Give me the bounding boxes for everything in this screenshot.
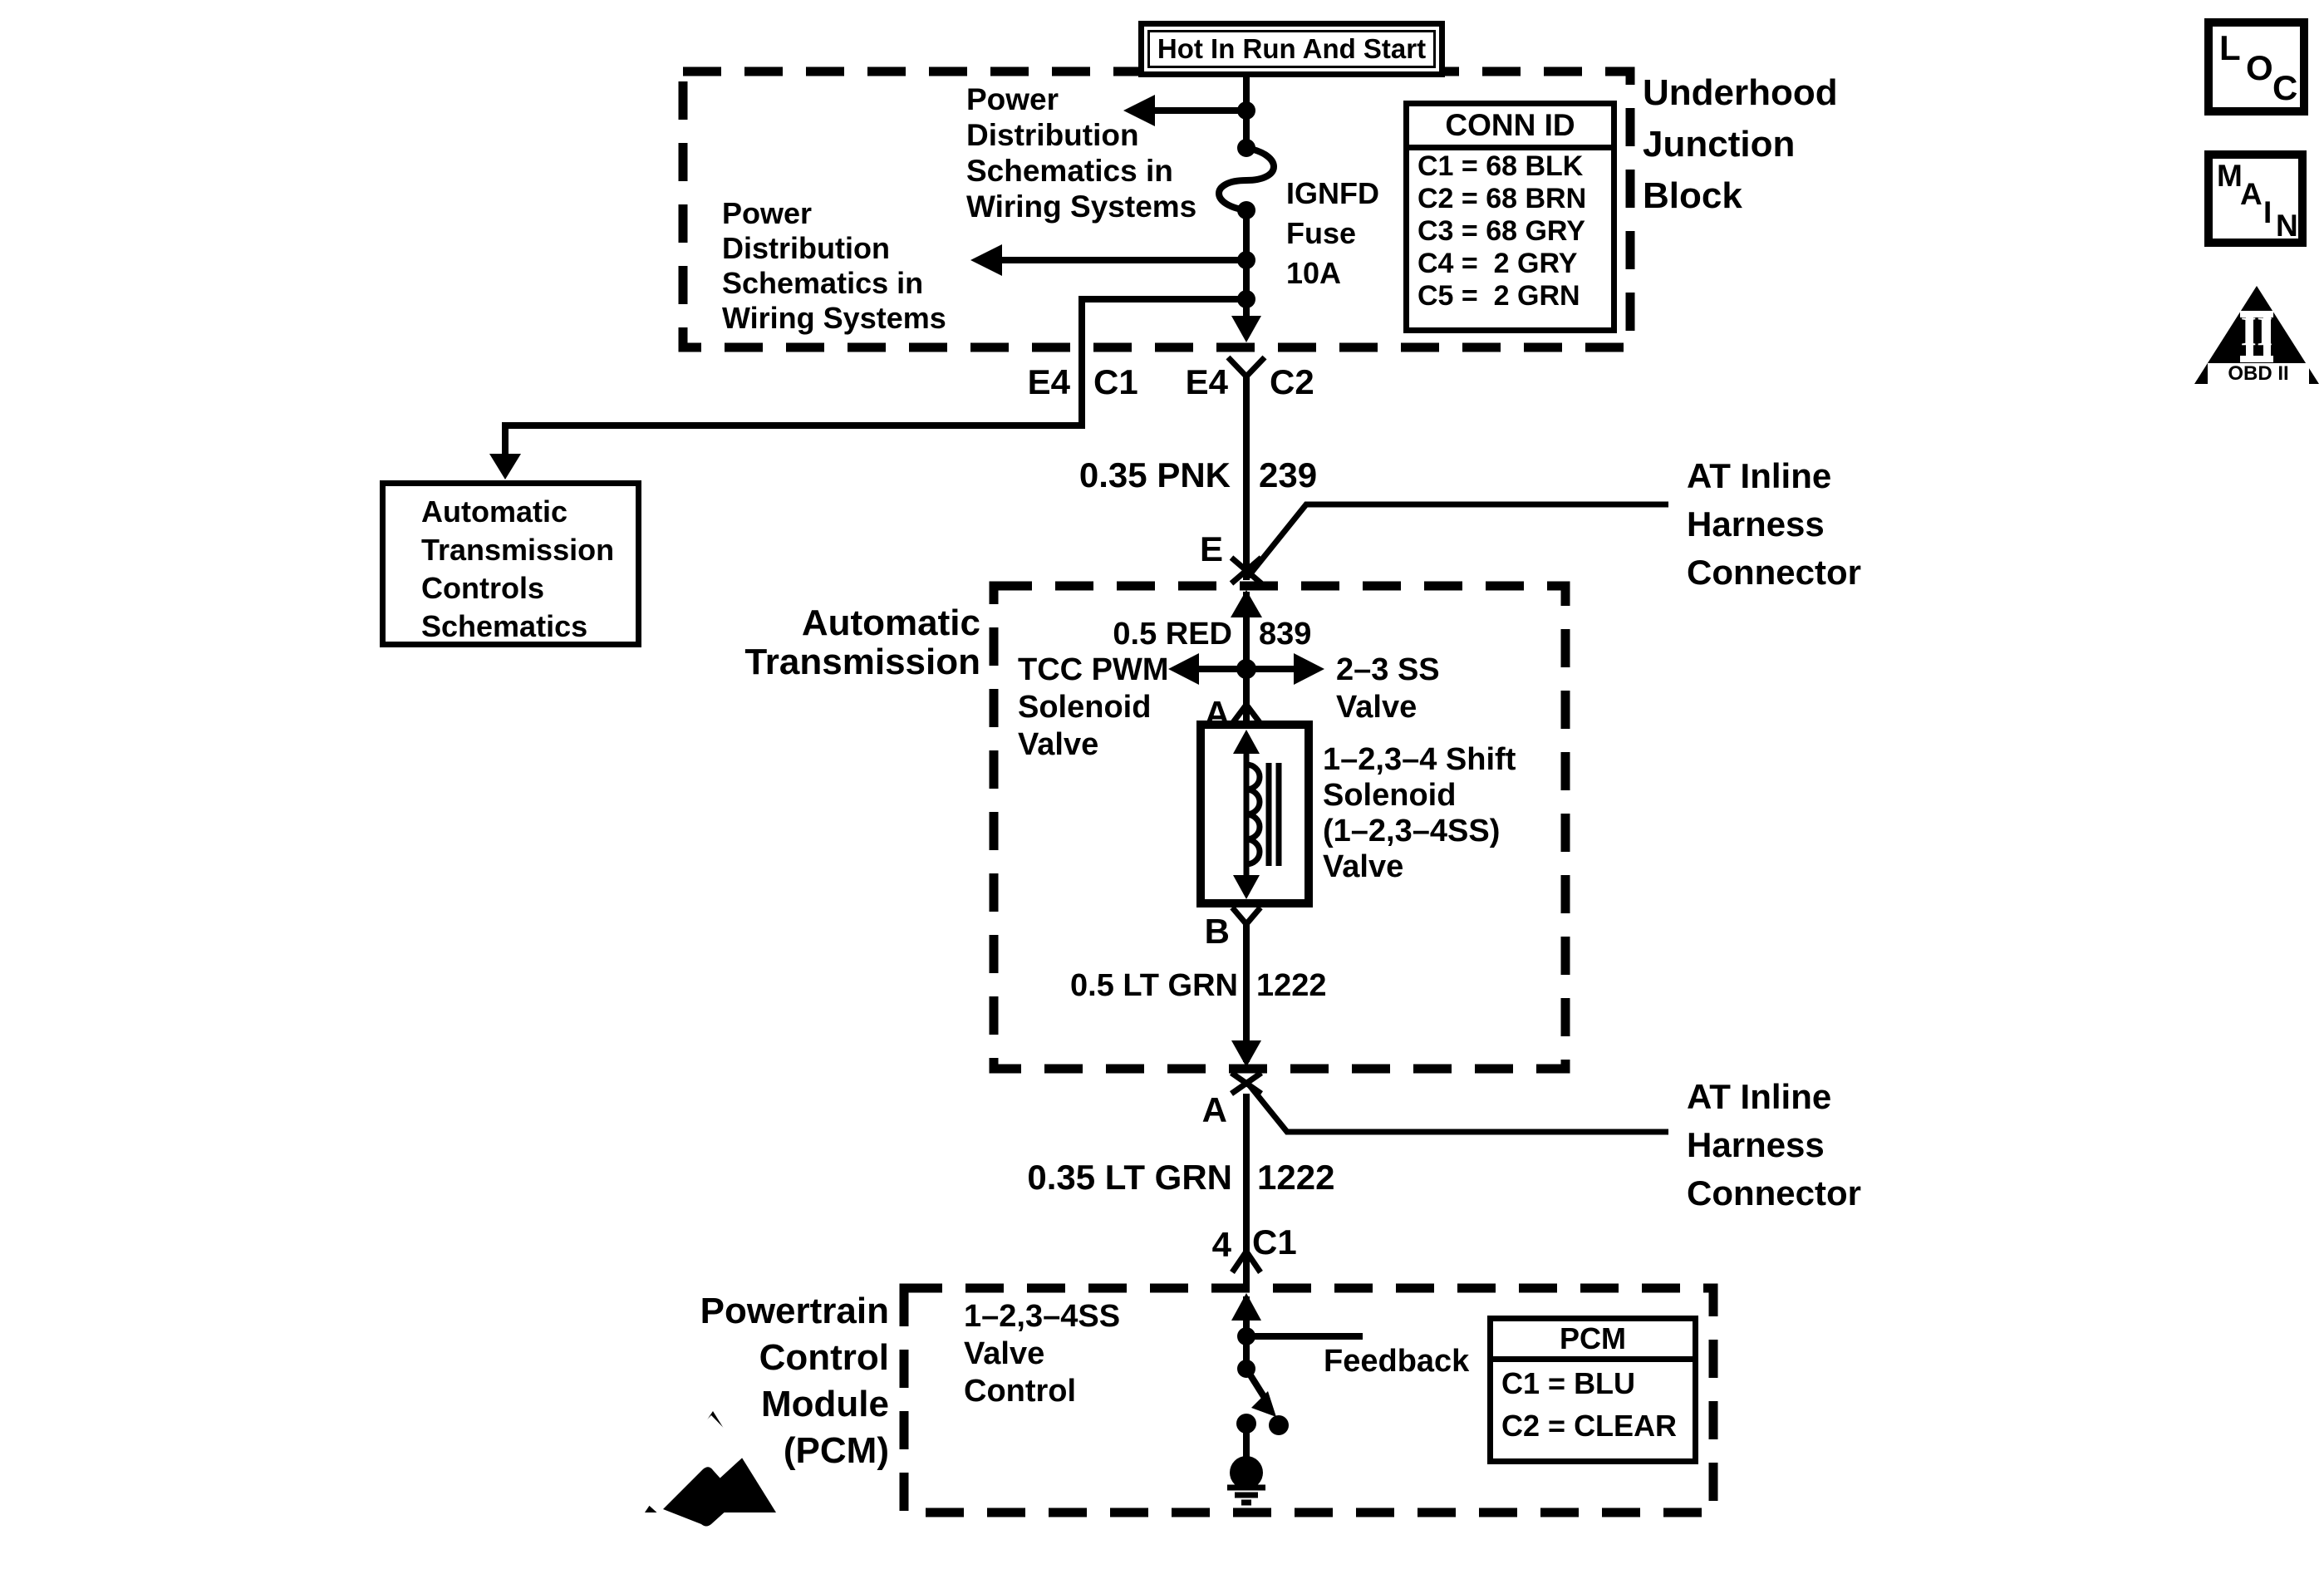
ref-link-line: Wiring Systems — [966, 189, 1197, 224]
tcc-pwm-line: TCC PWM — [1018, 652, 1169, 687]
atc-box-line: Automatic — [421, 494, 568, 529]
conn-id-table — [1403, 101, 1617, 333]
loc-badge — [2204, 18, 2308, 116]
at-title-line: Automatic — [801, 603, 980, 643]
main-letter: N — [2276, 209, 2298, 243]
wire-circuit-label: 1222 — [1257, 1158, 1335, 1197]
arrow-up-at-entry — [1231, 590, 1262, 617]
arrow-left-tcc — [1168, 653, 1199, 685]
atc-box-line: Controls — [421, 571, 544, 605]
table-row: C1 = BLU — [1501, 1365, 1636, 1400]
ref-link-line: Distribution — [966, 118, 1139, 152]
atc-schematics-box — [380, 480, 641, 647]
table-row: C2 = CLEAR — [1501, 1408, 1678, 1443]
feedback-label: Feedback — [1324, 1344, 1470, 1379]
ref-link-line: Schematics in — [966, 154, 1173, 188]
main-badge — [2204, 150, 2307, 247]
valve-control-line: Valve — [964, 1336, 1045, 1371]
callout-line-lower — [1249, 1085, 1668, 1132]
obd2-numeral: II — [2240, 307, 2273, 354]
fuse-rating: 10A — [1286, 256, 1342, 290]
ujb-title-line: Underhood — [1643, 72, 1838, 113]
loc-letter: O — [2246, 48, 2273, 87]
ground-icon — [1227, 1488, 1265, 1503]
shift-solenoid-line: Solenoid — [1323, 778, 1457, 813]
loc-letter: L — [2219, 28, 2241, 67]
pcm-conn-table — [1487, 1316, 1698, 1464]
pin-label-e4: E4 — [1027, 362, 1070, 401]
ref-link-line: Wiring Systems — [722, 301, 946, 335]
conn-label-c1: C1 — [1093, 362, 1138, 401]
callout-line-upper — [1248, 504, 1668, 577]
wire-gauge-label: 0.35 LT GRN — [1027, 1158, 1232, 1197]
shift-solenoid-line: 1–2,3–4 Shift — [1323, 742, 1516, 777]
table-row: C4 = 2 GRY — [1417, 248, 1578, 279]
conn-id-title: CONN ID — [1409, 106, 1611, 150]
valve-control-line: Control — [964, 1374, 1077, 1409]
table-row: C2 = 68 BRN — [1417, 183, 1587, 214]
table-row: C3 = 68 GRY — [1417, 215, 1585, 247]
pcm-title-line: Control — [759, 1337, 889, 1378]
arrow-down-at-exit — [1231, 1040, 1261, 1067]
main-letter: A — [2240, 177, 2263, 211]
ss23-line: Valve — [1336, 690, 1417, 725]
pcm-table-title: PCM — [1493, 1321, 1693, 1362]
pcm-title-line: Module — [761, 1384, 889, 1424]
pcm-title-line: Powertrain — [700, 1291, 889, 1331]
arrow-down-solenoid — [1233, 875, 1260, 899]
inline-connector-label: AT Inline — [1687, 456, 1832, 495]
conn-label-c2: C2 — [1270, 362, 1314, 401]
tcc-pwm-line: Valve — [1018, 727, 1099, 762]
pin-label-a: A — [1204, 694, 1230, 733]
pin-label-e4: E4 — [1185, 362, 1228, 401]
table-row: C5 = 2 GRN — [1417, 280, 1580, 312]
ujb-title-line: Junction — [1643, 124, 1796, 165]
inline-connector-label: AT Inline — [1687, 1077, 1832, 1116]
fuse-symbol — [1219, 148, 1274, 210]
main-letter: I — [2263, 195, 2272, 229]
solenoid-core-bars — [1269, 763, 1279, 866]
inline-connector-label: Harness — [1687, 1125, 1825, 1164]
fuse-name: IGNFD — [1286, 176, 1379, 210]
ss23-line: 2–3 SS — [1336, 652, 1440, 687]
arrow-up-solenoid — [1233, 730, 1260, 754]
connector-pin-icon-b — [1232, 907, 1260, 924]
pcm-title-line: (PCM) — [783, 1430, 889, 1471]
ref-link-line: Schematics in — [722, 266, 924, 300]
arrow-down-junction-exit — [1231, 316, 1261, 342]
pin-label-b: B — [1204, 912, 1230, 951]
tcc-pwm-line: Solenoid — [1018, 690, 1152, 725]
power-source-label: Hot In Run And Start — [1157, 33, 1427, 65]
main-letter: M — [2217, 159, 2243, 193]
arrow-left-ref-lower — [970, 244, 1002, 276]
wire-circuit-label: 239 — [1259, 455, 1318, 494]
ujb-title-line: Block — [1643, 175, 1742, 216]
inline-connector-label: Connector — [1687, 553, 1861, 592]
wire-gauge-label: 0.5 RED — [1113, 617, 1232, 652]
fuse-type: Fuse — [1286, 216, 1357, 250]
loc-letter: C — [2272, 68, 2298, 107]
wire-gauge-label: 0.5 LT GRN — [1070, 968, 1238, 1003]
wire-gauge-label: 0.35 PNK — [1078, 455, 1231, 494]
wire-circuit-label: 839 — [1259, 617, 1312, 652]
ground-junction-dot — [1230, 1456, 1263, 1489]
at-title-line: Transmission — [744, 642, 980, 682]
arrow-up-pcm-entry — [1231, 1293, 1261, 1321]
arrow-down-atc-box — [489, 454, 521, 480]
wire-circuit-label: 1222 — [1256, 968, 1327, 1003]
shift-solenoid-line: Valve — [1323, 849, 1404, 884]
atc-box-line: Transmission — [421, 533, 615, 567]
ref-link-line: Power — [966, 82, 1059, 116]
table-row: C1 = 68 BLK — [1417, 150, 1584, 182]
ref-link-line: Distribution — [722, 231, 890, 265]
power-source-box — [1138, 21, 1445, 77]
pin-label-e: E — [1199, 529, 1223, 568]
shift-solenoid-line: (1–2,3–4SS) — [1323, 814, 1501, 848]
valve-control-line: 1–2,3–4SS — [964, 1299, 1121, 1334]
pin-label-a2: A — [1201, 1090, 1227, 1129]
connector-pin-icon-e4c2 — [1228, 357, 1265, 376]
ref-link-line: Power — [722, 196, 813, 230]
arrow-right-ss23 — [1294, 653, 1324, 685]
obd2-label: OBD II — [2228, 362, 2289, 385]
conn-label-c1: C1 — [1252, 1222, 1297, 1262]
atc-box-line: Schematics — [421, 609, 588, 643]
pin-label-4: 4 — [1211, 1225, 1231, 1264]
inline-connector-label: Connector — [1687, 1173, 1861, 1212]
inline-connector-label: Harness — [1687, 504, 1825, 543]
